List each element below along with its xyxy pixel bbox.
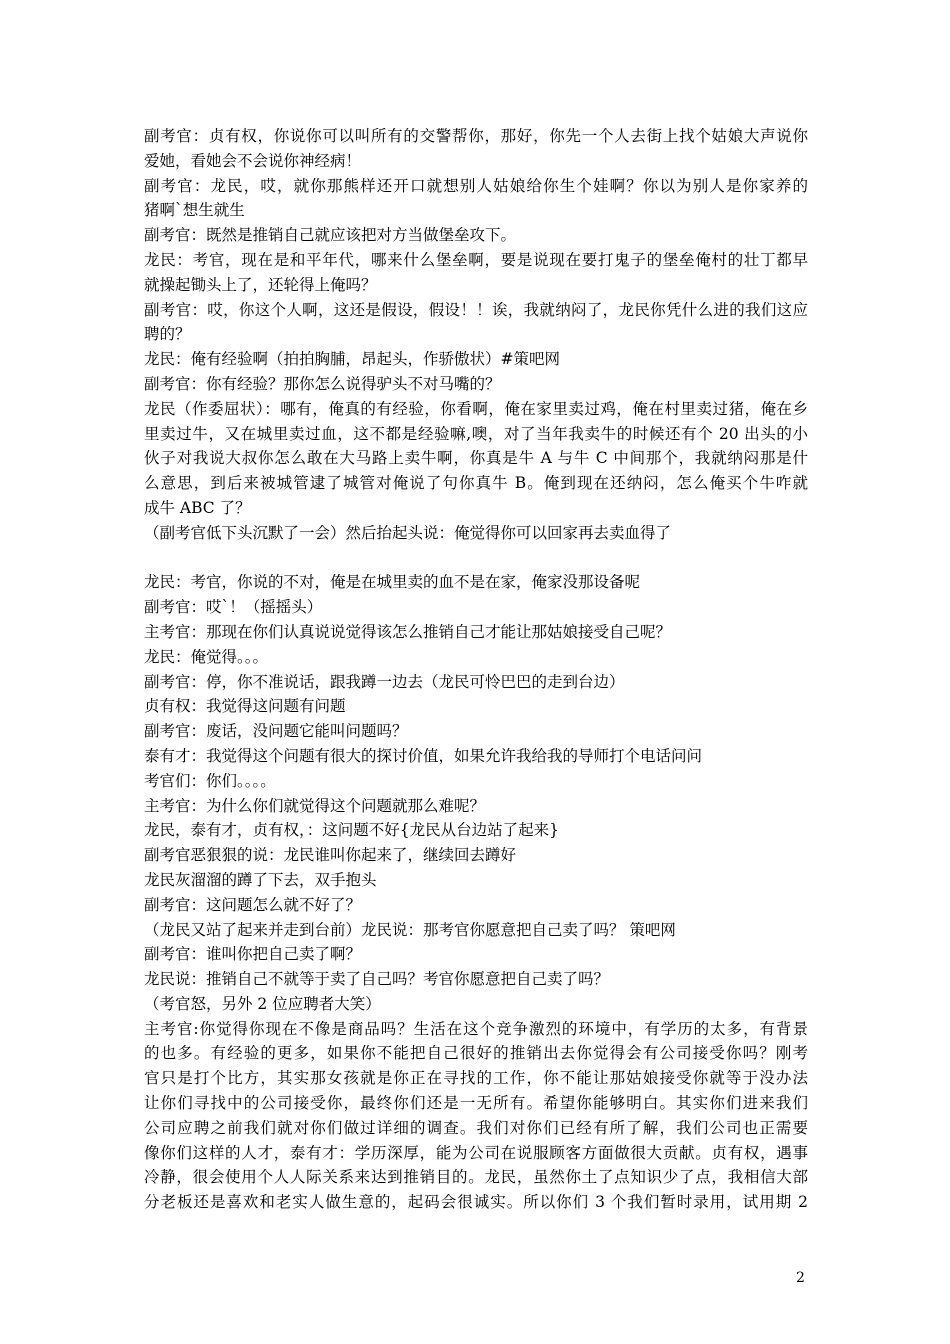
text-line: 冷静，很会使用个人人际关系来达到推销目的。龙民，虽然你土了点知识少了点，我相信大部 [144,1168,808,1187]
text-line: 副考官：哎，你这个人啊，这还是假设，假设！！诶，我就纳闷了，龙民你凭什么进的我们这应 [144,300,808,319]
text-line: 聘的？ [144,325,191,344]
text-line: 副考官恶狠狠的说：龙民谁叫你起来了，继续回去蹲好 [144,846,517,865]
text-line: 龙民：考官，现在是和平年代，哪来什么堡垒啊，要是说现在要打鬼子的堡垒俺村的壮丁都早 [144,250,808,269]
text-line: 龙民：俺有经验啊（拍拍胸脯，昂起头，作骄傲状）#策吧网 [144,350,560,369]
text-line: 副考官：龙民，哎，就你那熊样还开口就想别人姑娘给你生个娃啊？你以为别人是你家养的 [144,176,808,195]
text-line: 龙民：考官，你说的不对，俺是在城里卖的血不是在家，俺家没那设备呢 [144,573,641,592]
text-line: 龙民，泰有才，贞有权，：这问题不好{龙民从台边站了起来} [144,821,559,840]
text-line: 公司应聘之前我们就对你们做过详细的调查。我们对你们已经有所了解，我们公司也正需要 [144,1118,808,1137]
text-line: 副考官：这问题怎么就不好了？ [144,895,362,914]
text-line: 让你们寻找中的公司接受你，最终你们还是一无所有。希望你能够明白。其实你们进来我们 [144,1094,808,1113]
text-line: 龙民：俺觉得。。。 [144,647,269,666]
text-line: 分老板还是喜欢和老实人做生意的，起码会很诚实。所以你们 3 个我们暂时录用，试用期 2 [144,1193,808,1212]
text-line: 副考官：既然是推销自己就应该把对方当做堡垒攻下。 [144,226,517,245]
text-line: 主考官：为什么你们就觉得这个问题就那么难呢？ [144,796,486,815]
text-line: 里卖过牛，又在城里卖过血，这不都是经验嘛,噢，对了当年我卖牛的时候还有个 20 出头的小 [144,424,808,443]
text-line: 猪啊`想生就生 [144,201,245,220]
text-line: 龙民（作委屈状）：哪有，俺真的有经验，你看啊，俺在家里卖过鸡，俺在村里卖过猪，俺在乡 [144,399,808,418]
text-line: 泰有才：我觉得这个问题有很大的探讨价值，如果允许我给我的导师打个电话问问 [144,746,703,765]
body-text [144,124,808,1215]
text-line: 副考官：贞有权，你说你可以叫所有的交警帮你，那好，你先一个人去街上找个姑娘大声说你 [144,127,808,145]
text-line: 官只是打个比方，其实那女孩就是你正在寻找的工作，你不能让那姑娘接受你就等于没办法 [144,1069,808,1088]
text-line: 主考官:你觉得你现在不像是商品吗？生活在这个竞争激烈的环境中，有学历的太多，有背景 [144,1019,808,1038]
text-line: （副考官低下头沉默了一会）然后抬起头说：俺觉得你可以回家再去卖血得了 [144,523,672,542]
page-number: 2 [796,1270,805,1286]
text-line: 主考官：那现在你们认真说说觉得该怎么推销自己才能让那姑娘接受自己呢？ [144,622,672,641]
text-line: 爱她，看她会不会说你神经病！ [144,151,362,170]
text-line: （考官怒，另外 2 位应聘者大笑） [144,994,381,1013]
text-line: 伙子对我说大叔你怎么敢在大马路上卖牛啊，你真是牛 A 与牛 C 中间那个，我就纳闷那是什 [144,449,808,468]
blank-line [144,546,808,571]
text-line: 像你们这样的人才，泰有才：学历深厚，能为公司在说服顾客方面做很大贡献。贞有权，遇事 [144,1143,808,1162]
text-line: 龙民说：推销自己不就等于卖了自己吗？考官你愿意把自己卖了吗？ [144,970,610,989]
text-line: 副考官：谁叫你把自己卖了啊？ [144,945,362,964]
text-line: 副考官：废话，没问题它能叫问题吗？ [144,722,408,741]
text-line: 副考官：哎`！（摇摇头） [144,598,323,617]
text-line: 副考官：你有经验？那你怎么说得驴头不对马嘴的？ [144,374,501,393]
text-line: 考官们：你们。。。。 [144,771,276,790]
text-line: 龙民灰溜溜的蹲了下去，双手抱头 [144,870,377,889]
text-line: 的也多。有经验的更多，如果你不能把自己很好的推销出去你觉得会有公司接受你吗？刚考 [144,1044,808,1063]
text-line: 成牛 ABC 了？ [144,498,251,517]
text-line: 么意思，到后来被城管逮了城管对俺说了句你真牛 B。俺到现在还纳闷，怎么俺买个牛咋就 [144,474,808,493]
text-line: 副考官：停，你不准说话，跟我蹲一边去（龙民可怜巴巴的走到台边） [144,672,625,691]
text-line: 贞有权：我觉得这问题有问题 [144,697,346,716]
text-line: （龙民又站了起来并走到台前）龙民说：那考官你愿意把自己卖了吗？ 策吧网 [144,920,676,939]
text-line: 就操起锄头上了，还轮得上俺吗？ [144,275,377,294]
